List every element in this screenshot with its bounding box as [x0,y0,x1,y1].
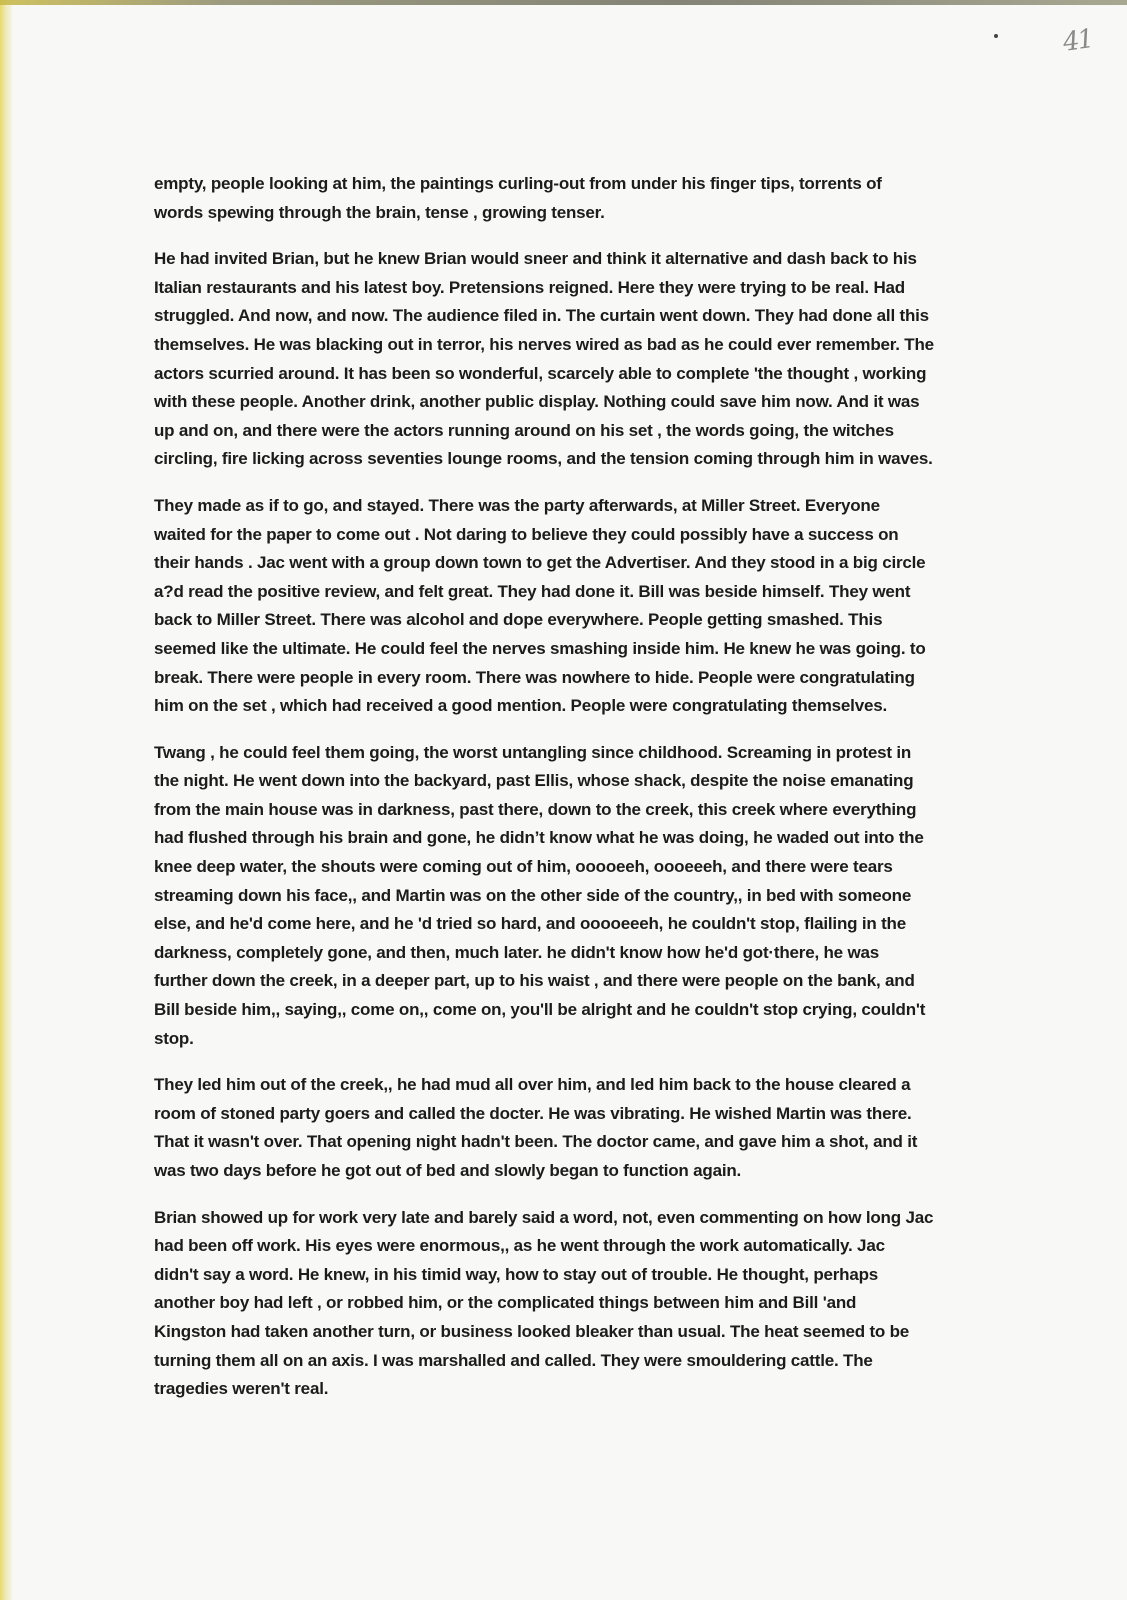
paragraph-1: empty, people looking at him, the paintings curling-out from under his finger tips, torrents of words spewing through the brain, tense , growing tenser. [154,174,882,222]
body-text [154,170,994,1422]
paragraph-2: He had invited Brian, but he knew Brian would sneer and think it alternative and dash back to his Italian restaurants and his latest boy. Pretensions reigned. Here they were trying to be real. Had struggled. And now, and now. The audience filed in. The curtain went down. They had done all this themselves. He was blacking out in terror, his nerves wired as bad as he could ever remember. The actors scurried around. It has been so wonderful, scarcely able to complete 'the thought , working with these people. Another drink, another public display. Nothing could save him now. And it was up and on, and there were the actors running around on his set , the words going, the witches circling, fire licking across seventies lounge rooms, and the tension coming through him in waves. [154,249,934,469]
paragraph-3: They made as if to go, and stayed. There was the party afterwards, at Miller Street. Everyone waited for the paper to come out . Not daring to believe they could possibly have a success on their hands . Jac went with a group down town to get the Advertiser. And they stood in a big circle a?d read the positive review, and felt great. They had done it. Bill was beside himself. They went back to Miller Street. There was alcohol and dope everywhere. People getting smashed. This seemed like the ultimate. He could feel the nerves smashing inside him. He knew he was going. to break. There were people in every room. There was nowhere to hide. People were congratulating him on the set , which had received a good mention. People were congratulating themselves. [154,495,926,716]
ink-speck [994,34,998,38]
paragraph-4: Twang , he could feel them going, the worst untangling since childhood. Screaming in protest in the night. He went down into the backyard, past Ellis, whose shack, despite the noise emanating from the main house was in darkness, past there, down to the creek, this creek where everything had flushed through his brain and gone, he didn’t know what he was doing, he waded out into the knee deep water, the shouts were coming out of him, ooooeeh, oooeeeh, and there were tears streaming down his face,, and Martin was on the other side of the country,, in bed with someone else, and he'd come here, and he 'd tried so hard, and ooooeeeh, he couldn't stop, flailing in the darkness, completely gone, and then, much later. he didn't know how he'd got·there, he was further down the creek, in a deeper part, up to his waist , and there were people on the bank, and Bill beside him,, saying,, come on,, come on, you'll be alright and he couldn't stop crying, couldn't stop. [154,742,926,1048]
paragraph-6: Brian showed up for work very late and barely said a word, not, even commenting on how long Jac had been off work. His eyes were enormous,, as he went through the work automatically. Jac didn't say a word. He knew, in his timid way, how to stay out of trouble. He thought, perhaps another boy had left , or robbed him, or the complicated things between him and Bill 'and Kingston had taken another turn, or business looked bleaker than usual. The heat seemed to be turning them all on an axis. I was marshalled and called. They were smouldering cattle. The tragedies weren't real. [154,1207,934,1399]
handwritten-page-number: 41 [1061,24,1095,58]
paragraph-5: They led him out of the creek,, he had mud all over him, and led him back to the house cleared a room of stoned party goers and called the docter. He was vibrating. He wished Martin was there. That it wasn't over. That opening night hadn't been. The doctor came, and gave him a shot, and it was two days before he got out of bed and slowly began to function again. [154,1075,918,1180]
